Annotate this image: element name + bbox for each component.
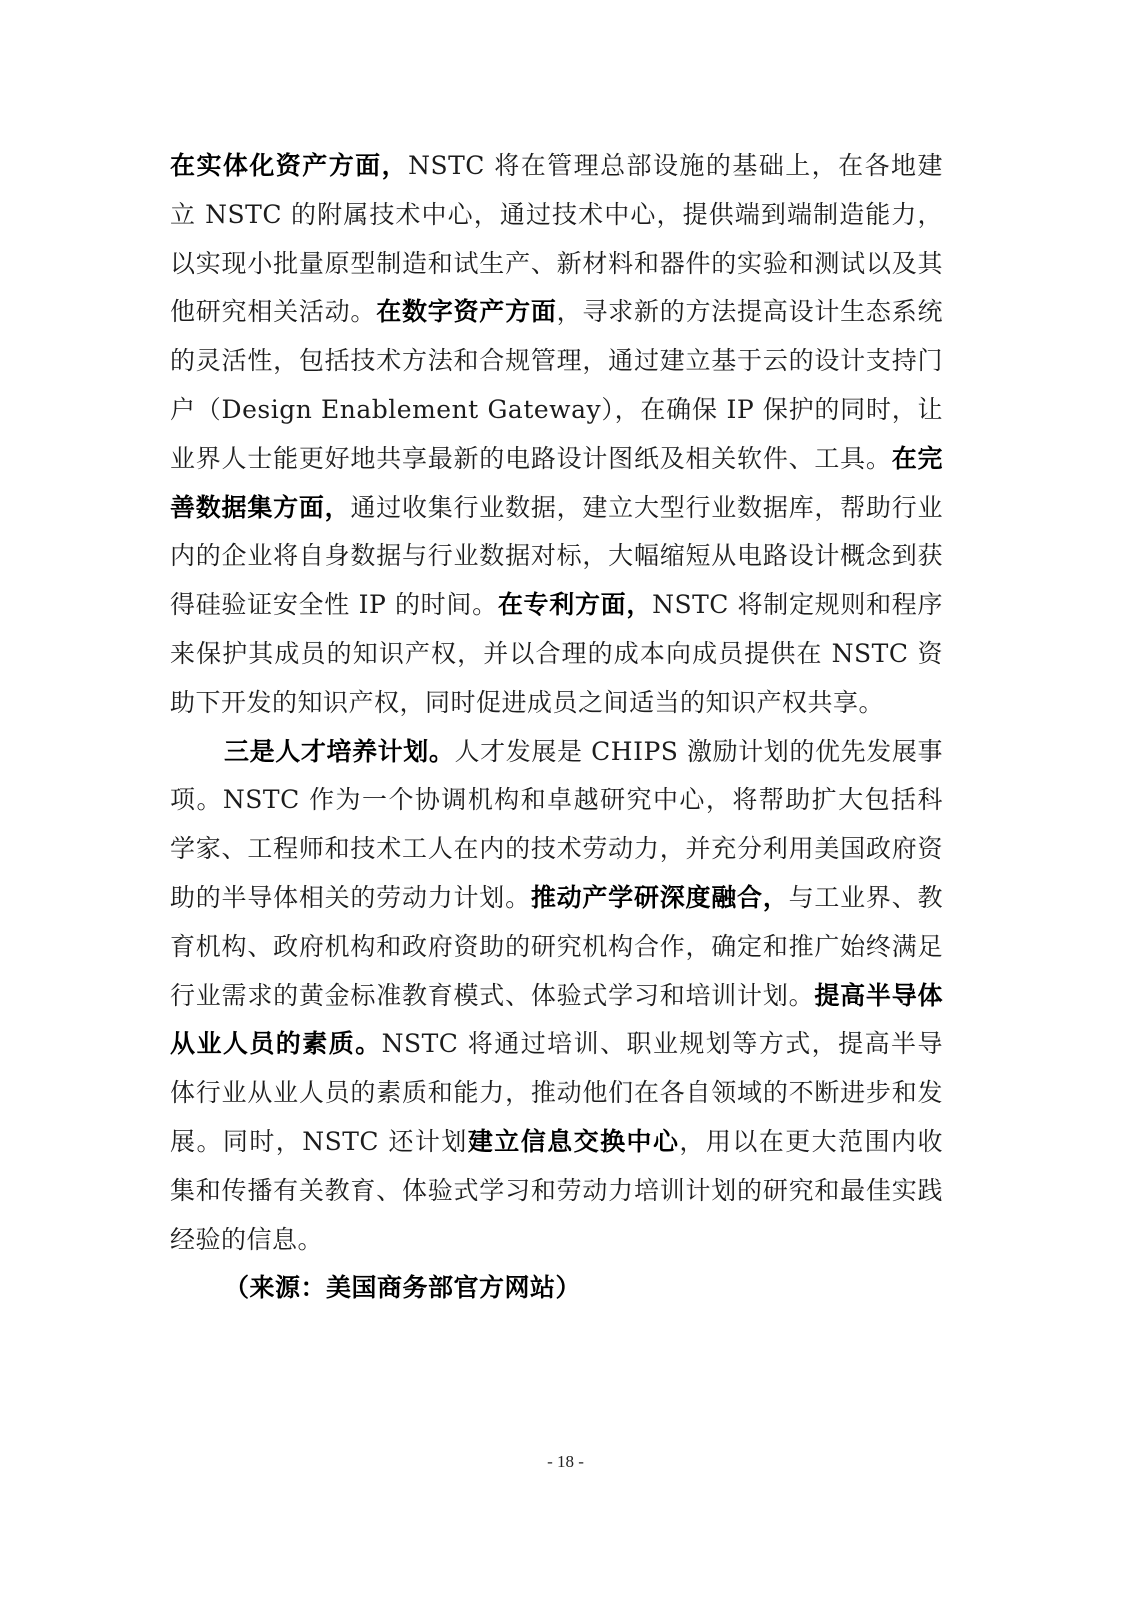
paragraph	[170, 728, 943, 1265]
bold-heading-run: 推动产学研深度融合，	[530, 882, 789, 912]
text-run: NSTC 将制定规则和程序来保护其成员的知识产权，并以合理的成本向成员提供在 NSTC 资助下开发的知识产权，同时促进成员之间适当的知识产权共享。	[170, 590, 943, 717]
text-run: 与工业界、教育机构、政府机构和政府资助的研究机构合作，确定和推广始终满足行业需求的黄金标准教育模式、体验式学习和培训计划。	[170, 882, 943, 1010]
text-run: ，用以在更大范围内收集和传播有关教育、体验式学习和劳动力培训计划的研究和最佳实践经验的信息。	[170, 1126, 943, 1254]
bold-heading-run: 在完善数据集方面，	[170, 443, 943, 522]
bold-heading-run: 三是人才培养计划。	[224, 736, 455, 766]
text-run: NSTC 将在管理总部设施的基础上，在各地建立 NSTC 的附属技术中心，通过技术中心，提供端到端制造能力，以实现小批量原型制造和试生产、新材料和器件的实验和测试以及其他研究相关活动。	[170, 151, 943, 327]
text-run: NSTC 将通过培训、职业规划等方式，提高半导体行业从业人员的素质和能力，推动他们在各自领域的不断进步和发展。同时，NSTC 还计划	[170, 1029, 943, 1156]
paragraph	[170, 142, 943, 728]
source-citation: （来源：美国商务部官方网站）	[224, 1273, 582, 1303]
document-body	[170, 142, 943, 1313]
bold-heading-run: 在实体化资产方面，	[170, 151, 409, 180]
text-run: ，寻求新的方法提高设计生态系统的灵活性，包括技术方法和合规管理，通过建立基于云的设计支持门户（Design Enablement Gateway），在确保 IP 保护的同时，让业界人士能更好地共享最新的电路设计图纸及相关软件、工具。	[170, 297, 943, 473]
bold-heading-run: 在专利方面，	[497, 590, 653, 620]
text-run: 通过收集行业数据，建立大型行业数据库，帮助行业内的企业将自身数据与行业数据对标，大幅缩短从电路设计概念到获得硅验证安全性 IP 的时间。	[170, 492, 943, 620]
bold-heading-run: 提高半导体从业人员的素质。	[170, 980, 943, 1059]
text-run: 人才发展是 CHIPS 激励计划的优先发展事项。NSTC 作为一个协调机构和卓越研究中心，将帮助扩大包括科学家、工程师和技术工人在内的技术劳动力，并充分利用美国政府资助的半导体相关的劳动力计划。	[170, 736, 943, 912]
page-number: - 18 -	[547, 1452, 584, 1471]
bold-heading-run: 在数字资产方面	[376, 297, 557, 327]
bold-heading-run: 建立信息交换中心	[467, 1126, 680, 1156]
